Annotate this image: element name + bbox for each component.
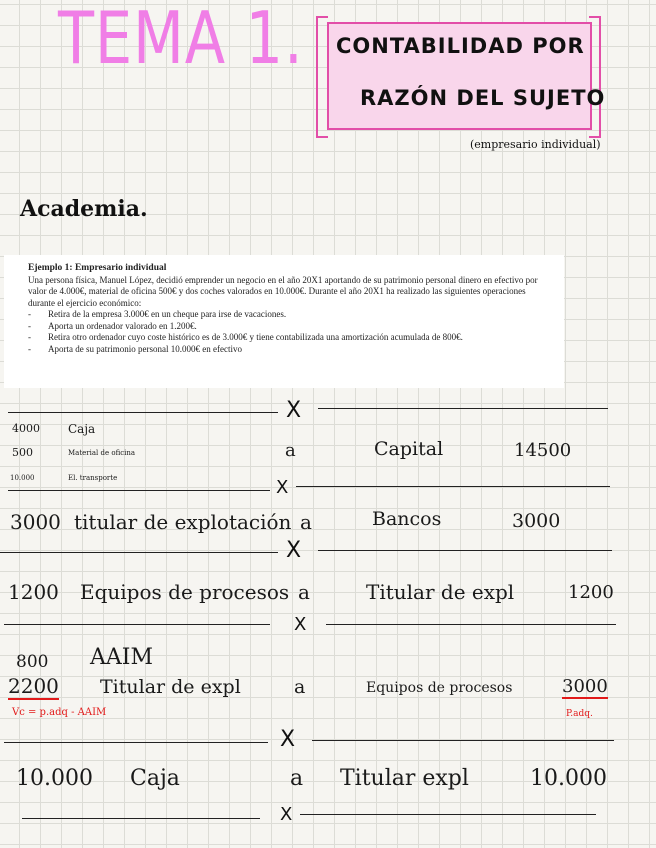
entry4-connector: a	[294, 676, 306, 698]
entry4-credit-account: Equipos de procesos	[366, 680, 513, 696]
separator-line	[318, 408, 608, 409]
section-label: Academia.	[20, 196, 148, 222]
example-item: - Retira de la empresa 3.000€ en un cheque para irse de vacaciones.	[28, 309, 544, 321]
entry3-credit-amount: 1200	[568, 582, 614, 603]
entry2-debit-amount: 3000	[10, 510, 61, 534]
separator-line	[22, 818, 260, 819]
entry4-note-left: Vc = p.adq - AAIM	[12, 707, 107, 718]
example-heading: Ejemplo 1: Empresario individual	[28, 263, 167, 273]
separator-line	[4, 742, 268, 743]
separator-line	[300, 814, 596, 815]
entry4-credit-amount: 3000	[562, 676, 608, 697]
entry1-debit-account: Caja	[68, 422, 96, 436]
entry5-credit-account: Titular expl	[340, 766, 469, 791]
entry5-debit-account: Caja	[130, 766, 180, 791]
entry3-credit-account: Titular de expl	[366, 580, 515, 604]
separator-line	[8, 490, 270, 491]
entry5-credit-amount: 10.000	[530, 766, 607, 791]
entry2-credit-amount: 3000	[512, 510, 561, 532]
entry1-debit-amount: 4000	[12, 422, 40, 435]
separator-line	[326, 624, 616, 625]
entry1-connector: a	[285, 440, 296, 461]
separator-x: X	[286, 538, 302, 563]
entry3-debit-amount: 1200	[8, 580, 59, 604]
entry1-debit-amount: 500	[12, 446, 33, 459]
title-box-line1: CONTABILIDAD POR	[336, 34, 585, 58]
separator-x: X	[280, 804, 293, 825]
entry3-connector: a	[298, 580, 310, 604]
entry1-debit-account: El. transporte	[68, 474, 118, 482]
example-paragraph: Una persona física, Manuel López, decidió emprender un negocio en el año 20X1 aportando de su patrimonio personal dinero en efectivo por valor de 4.000€, material de oficina 500€ y dos coches valorados en 10.000€. Durante el año 20X1 ha realizado las siguientes operaciones durante el ejercicio económico:	[28, 274, 538, 308]
separator-line	[8, 412, 278, 413]
entry5-connector: a	[290, 766, 304, 791]
entry4-debit2-account: Titular de expl	[100, 676, 241, 698]
entry1-debit-account: Material de oficina	[68, 449, 136, 457]
separator-x: X	[286, 398, 302, 423]
entry4-debit2-amount: 2200	[8, 674, 59, 698]
entry3-debit-account: Equipos de procesos	[80, 580, 290, 604]
separator-line	[4, 624, 270, 625]
separator-line	[0, 552, 278, 553]
entry2-debit-account: titular de explotación	[74, 510, 292, 534]
title-subtitle: (empresario individual)	[470, 138, 601, 151]
example-item: - Aporta de su patrimonio personal 10.000€ en efectivo	[28, 344, 544, 356]
separator-line	[312, 740, 614, 741]
separator-x: X	[280, 727, 296, 752]
entry2-connector: a	[300, 510, 312, 534]
tema-title: TEMA 1.	[58, 0, 304, 80]
title-box-line2: RAZÓN DEL SUJETO	[360, 86, 606, 110]
entry1-credit-amount: 14500	[514, 440, 572, 461]
separator-x: X	[276, 477, 289, 498]
entry1-credit-account: Capital	[374, 438, 444, 460]
example-item: - Retira otro ordenador cuyo coste histórico es de 3.000€ y tiene contabilizada una amortización acumulada de 800€.	[28, 332, 544, 344]
separator-line	[296, 486, 610, 487]
example-item: - Aporta un ordenador valorado en 1.200€.	[28, 321, 544, 333]
entry4-debit1-amount: 800	[16, 652, 49, 672]
entry1-debit-amount: 10.000	[10, 474, 35, 482]
entry5-debit-amount: 10.000	[16, 766, 93, 791]
separator-line	[318, 550, 612, 551]
separator-x: X	[294, 614, 307, 635]
entry4-note-right: P.adq.	[566, 709, 593, 719]
entry2-credit-account: Bancos	[372, 508, 442, 530]
entry4-debit1-account: AAIM	[90, 645, 153, 670]
example-list	[28, 309, 544, 355]
example-document	[4, 255, 564, 388]
